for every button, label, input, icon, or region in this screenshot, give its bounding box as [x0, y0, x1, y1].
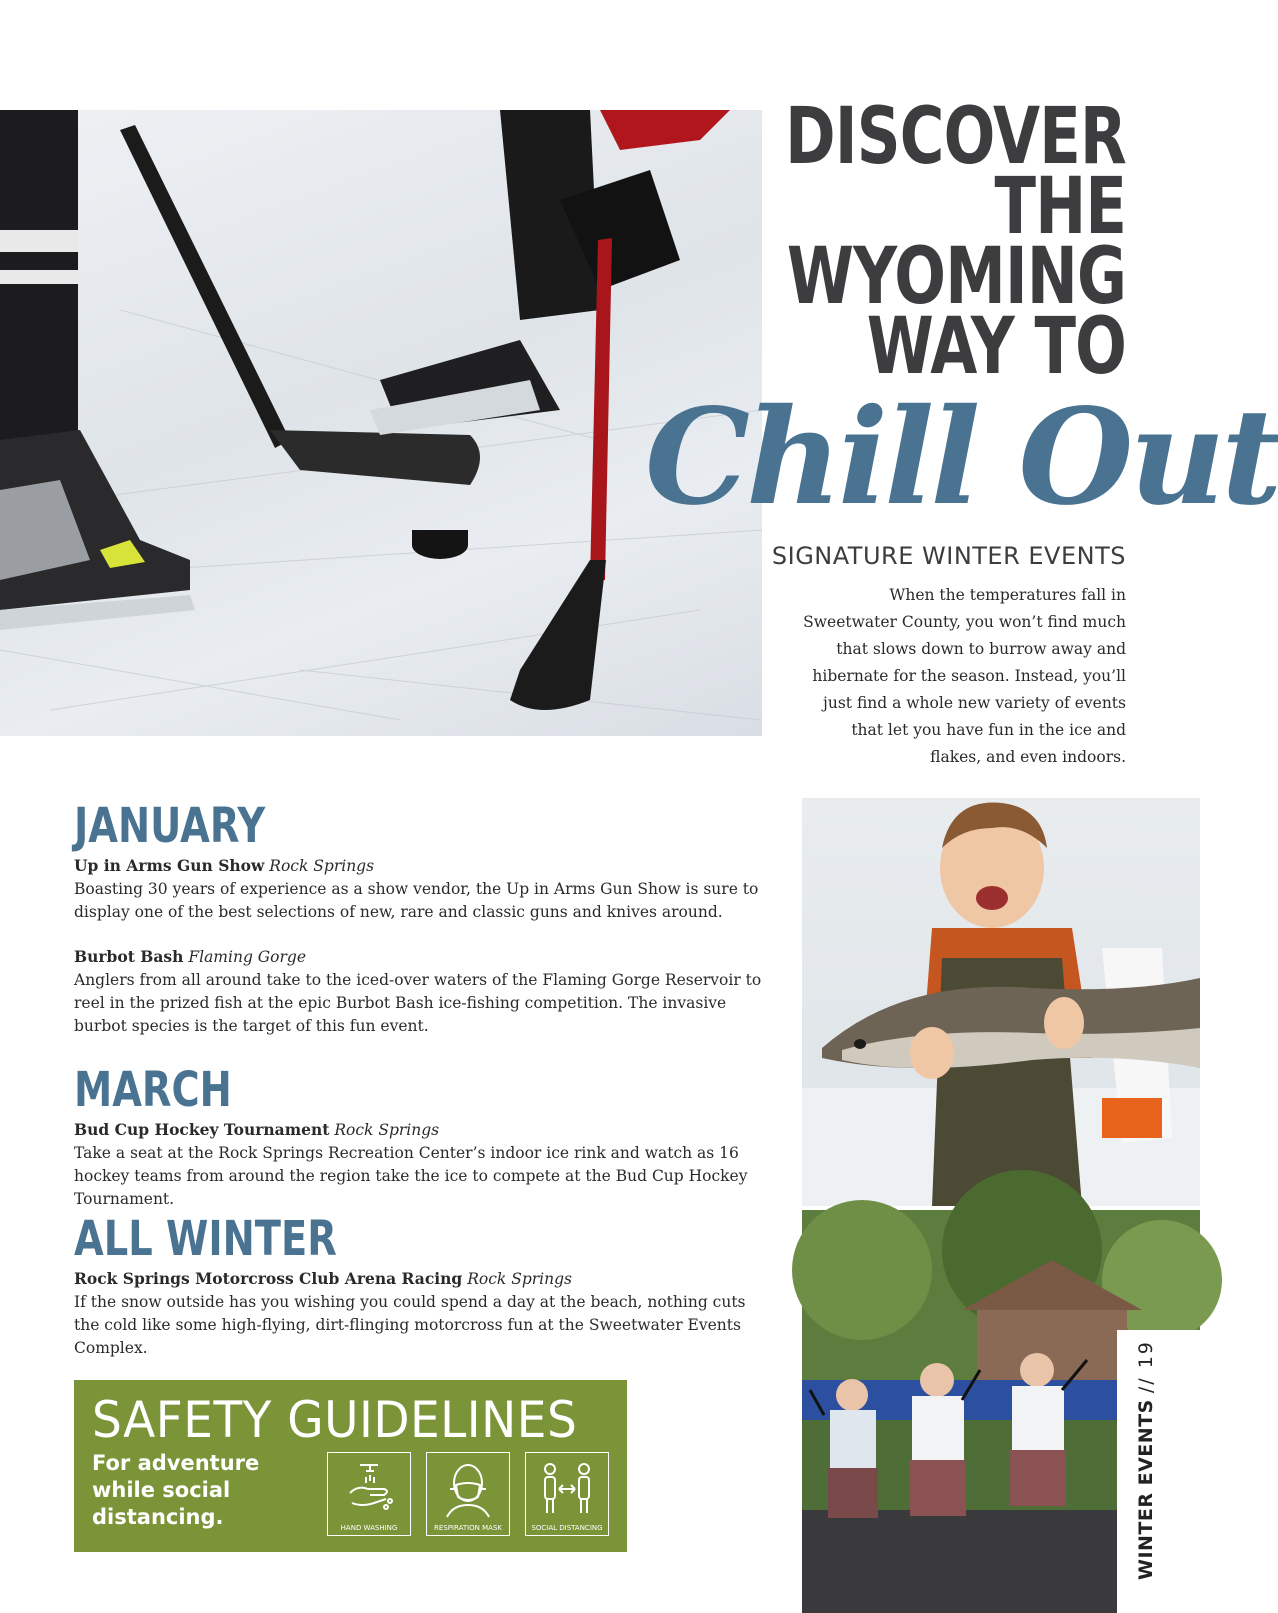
- intro-paragraph: When the temperatures fall in Sweetwater County, you won’t find much that slows down to burrow away and hibernate for the season. Instead, you’ll just find a whole new variety of events that let you have fun in the ice and flakes, and even indoors.: [803, 586, 1126, 766]
- event-motorcross: [74, 1267, 764, 1360]
- safety-title: SAFETY GUIDELINES: [92, 1391, 578, 1449]
- social-distancing-icon: [538, 1459, 596, 1517]
- event-name: Rock Springs Motorcross Club Arena Racing: [74, 1269, 463, 1288]
- social-distancing-label: SOCIAL DISTANCING: [531, 1524, 603, 1532]
- event-location: Rock Springs: [269, 857, 375, 875]
- folio-section: WINTER EVENTS: [1135, 1399, 1157, 1580]
- safety-guidelines-banner: [74, 1380, 627, 1552]
- headline: [785, 92, 1126, 392]
- event-name: Burbot Bash: [74, 947, 184, 966]
- respiration-mask-icon: [439, 1459, 497, 1517]
- month-heading-march: MARCH: [74, 1062, 232, 1118]
- event-name: Up in Arms Gun Show: [74, 856, 265, 875]
- event-up-in-arms: [74, 854, 764, 924]
- event-description: If the snow outside has you wishing you could spend a day at the beach, nothing cuts the cold like some high-flying, dirt-flinging motorcross fun at the Sweetwater Events Complex.: [74, 1293, 746, 1357]
- event-description: Boasting 30 years of experience as a show vendor, the Up in Arms Gun Show is sure to display one of the best selections of new, rare and classic guns and knives around.: [74, 880, 759, 921]
- hand-washing-icon: [340, 1459, 398, 1517]
- hand-washing-label: HAND WASHING: [340, 1524, 398, 1532]
- event-description: Take a seat at the Rock Springs Recreation Center’s indoor ice rink and watch as 16 hockey teams from around the region take the ice to compete at the Bud Cup Hockey Tournament.: [74, 1144, 748, 1208]
- folio-tab: [1117, 1330, 1200, 1613]
- social-distancing-badge: [525, 1452, 609, 1536]
- event-location: Flaming Gorge: [188, 948, 307, 966]
- event-burbot-bash: [74, 945, 764, 1038]
- event-description: Anglers from all around take to the iced-over waters of the Flaming Gorge Reservoir to reel in the prized fish at the epic Burbot Bash ice-fishing competition. The invasive burbot species is the target of this fun event.: [74, 971, 762, 1035]
- folio-page-number: // 19: [1135, 1340, 1157, 1394]
- headline-line-2: THE: [994, 162, 1126, 252]
- month-heading-january: JANUARY: [74, 798, 266, 854]
- headline-line-3: WYOMING: [786, 232, 1126, 322]
- respiration-mask-label: RESPIRATION MASK: [433, 1524, 502, 1532]
- event-bud-cup: [74, 1118, 764, 1211]
- subhead: SIGNATURE WINTER EVENTS: [771, 542, 1126, 570]
- event-location: Rock Springs: [334, 1121, 440, 1139]
- headline-script: Chill Out: [645, 380, 1278, 535]
- page-folio: [1135, 1340, 1157, 1580]
- boy-with-fish-photo: [802, 798, 1200, 1206]
- headline-line-1: DISCOVER: [785, 92, 1126, 182]
- event-location: Rock Springs: [467, 1270, 572, 1288]
- hand-washing-badge: [327, 1452, 411, 1536]
- respiration-mask-badge: [426, 1452, 510, 1536]
- month-heading-all-winter: ALL WINTER: [74, 1211, 337, 1267]
- safety-subtitle: For adventure while social distancing.: [92, 1451, 260, 1529]
- headline-line-4: WAY TO: [866, 302, 1126, 392]
- event-name: Bud Cup Hockey Tournament: [74, 1120, 330, 1139]
